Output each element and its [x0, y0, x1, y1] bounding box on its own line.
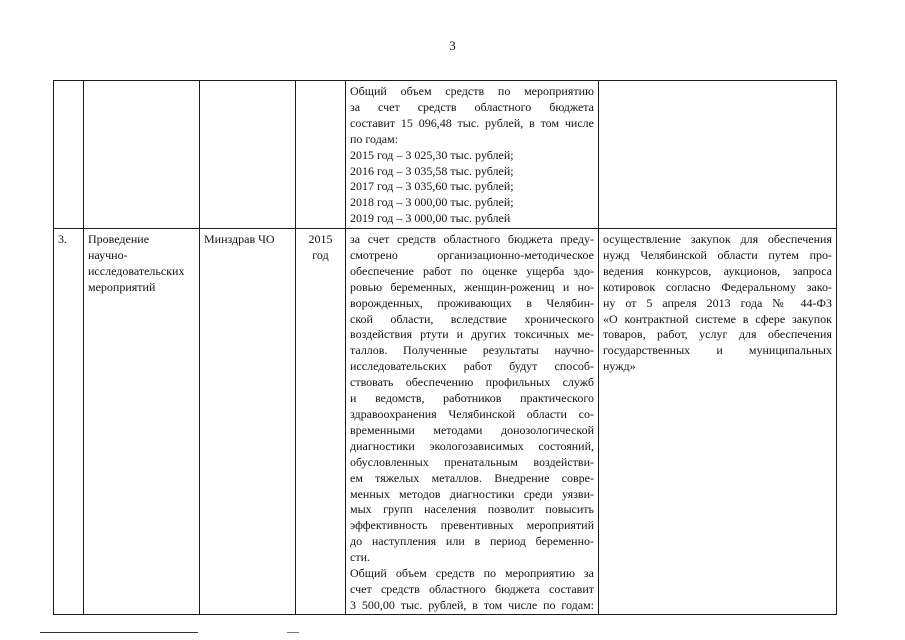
table-row [54, 81, 837, 229]
text-line: Общий объем средств по мероприятию [350, 84, 594, 98]
text-line: по годам: [350, 131, 399, 146]
name-cell [84, 81, 200, 229]
text-line: счет средств областного бюджета составит [350, 581, 594, 596]
text-line: Общий объем средств по мероприятию за [350, 566, 594, 581]
text-line: «О контрактной системе в сфере закупок [603, 311, 832, 326]
text-line: 2016 год – 3 035,58 тыс. рублей; [350, 163, 514, 178]
text-line: нужд» [603, 359, 636, 374]
text-line: воздействия ртути и других токсичных ме- [350, 327, 594, 342]
text-line: 2015 год – 3 025,30 тыс. рублей; [350, 147, 514, 162]
text-line: временными методами донозологической [350, 422, 594, 437]
footer-rule [40, 632, 198, 633]
text-line: Проведение [88, 232, 150, 246]
mechanism-cell [599, 229, 837, 615]
text-line: научно- [88, 247, 128, 262]
text-line: за счет средств областного бюджета [350, 99, 594, 114]
footer-mark [287, 632, 299, 633]
text-line: за счет средств областного бюджета преду- [350, 232, 594, 246]
text-line: 2015 [308, 232, 333, 246]
text-line: 2018 год – 3 000,00 тыс. рублей; [350, 195, 514, 210]
text-line: составит 15 096,48 тыс. рублей, в том числе [350, 115, 594, 130]
text-line: эффективность превентивных мероприятий [350, 518, 594, 533]
text-line: менных методов диагностики среди уязви- [350, 486, 594, 501]
text-line: обусловленных пренатальным воздействи- [350, 454, 594, 469]
year-cell [296, 81, 346, 229]
text-line: котировок согласно Федеральному зако- [603, 279, 832, 294]
text-line: исследовательских [88, 263, 185, 278]
year-cell [296, 229, 346, 615]
page-number: 3 [449, 38, 456, 53]
text-line: 3 500,00 тыс. рублей, в том числе по годам: [350, 597, 594, 612]
text-line: ведения конкурсов, аукционов, запроса [603, 263, 832, 278]
text-line: ворожденных, проживающих в Челябин- [350, 295, 594, 310]
executor-cell [200, 229, 296, 615]
name-cell [84, 229, 200, 615]
number-cell [54, 229, 84, 615]
text-line: таллов. Полученные результаты научно- [350, 343, 594, 358]
text-line: год [312, 247, 329, 262]
text-line: смотрено организационно-методическое [350, 247, 594, 262]
text-line: ровью беременных, женщин-рожениц и но- [350, 279, 594, 294]
text-line: диагностики экологозависимых состояний, [350, 438, 594, 453]
text-line: обеспечение работ по оценке ущерба здо- [350, 263, 594, 278]
description-cell [346, 229, 599, 615]
text-line: 2019 год – 3 000,00 тыс. рублей [350, 211, 511, 226]
table-row [54, 229, 837, 615]
text-line: ну от 5 апреля 2013 года № 44-ФЗ [603, 295, 832, 310]
measures-table [53, 80, 837, 615]
executor-text: Минздрав ЧО [204, 232, 275, 246]
text-line: государственных и муниципальных [603, 343, 832, 358]
text-line: нужд Челябинской области путем про- [603, 247, 832, 262]
text-line: до наступления или в период беременно- [350, 534, 594, 549]
text-line: осуществление закупок для обеспечения [603, 232, 832, 246]
text-line: ской области, вследствие хронического [350, 311, 594, 326]
text-line: 2017 год – 3 035,60 тыс. рублей; [350, 179, 514, 194]
text-line: здравоохранения Челябинской области со- [350, 406, 594, 421]
row-number: 3. [58, 232, 67, 246]
text-line: ствовать обеспечению профильных служб [350, 375, 594, 390]
description-cell [346, 81, 599, 229]
executor-cell [200, 81, 296, 229]
text-line: и ведомств, работников практического [350, 391, 594, 406]
mechanism-cell [599, 81, 837, 229]
number-cell [54, 81, 84, 229]
text-line: мых групп населения позволит повысить [350, 502, 594, 517]
text-line: товаров, работ, услуг для обеспечения [603, 327, 832, 342]
text-line: сти. [350, 550, 370, 565]
text-line: ем тяжелых металлов. Внедрение совре- [350, 470, 594, 485]
text-line: исследовательских работ будут способ- [350, 359, 594, 374]
text-line: мероприятий [88, 279, 156, 294]
